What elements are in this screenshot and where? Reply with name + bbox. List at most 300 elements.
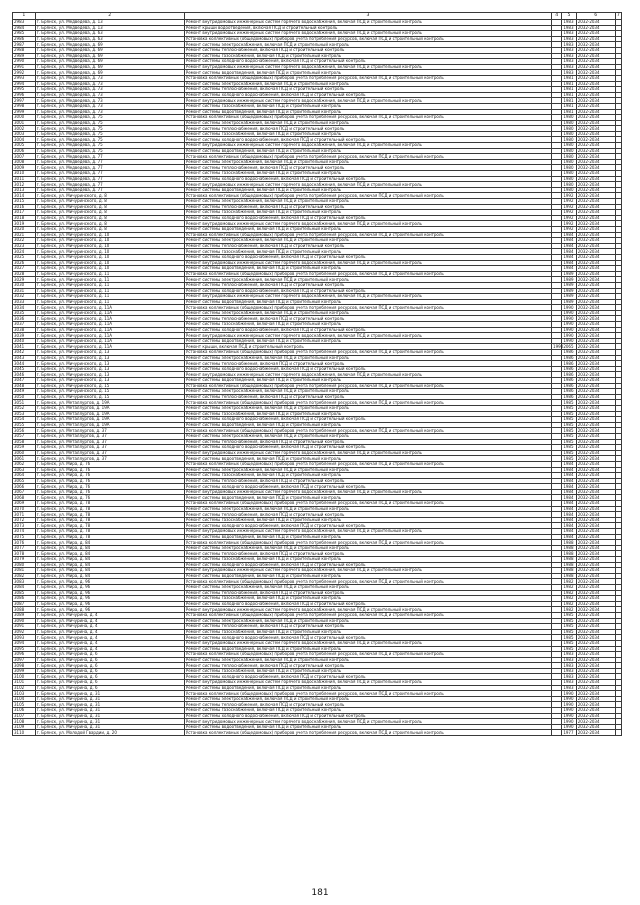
address-cell: г. Брянск, ул. Мичурина, д. 6 [35,680,184,686]
work-type-cell: Ремонт системы газоснабжения, включая ПСД и строительный контроль [184,131,551,137]
row-number-cell: 3082 [13,573,36,579]
year-b-cell: 1988 [562,540,576,546]
address-cell: г. Брянск, ул. Мичуринского, д. 10 [35,232,184,238]
year-b-cell: 1990 [562,691,576,697]
period-cell: 2032-2034 [576,154,615,160]
period-cell: 2032-2034 [576,254,615,260]
address-cell: г. Брянск, ул. Металлургов, д. 37 [35,450,184,456]
period-cell: 2032-2034 [576,456,615,462]
row-number-cell: 3103 [13,691,36,697]
period-cell: 2032-2034 [576,601,615,607]
address-cell: г. Брянск, ул. Медведева, д. 73 [35,103,184,109]
work-type-cell: Ремонт системы электроснабжения, включая ПСД и строительный контроль [184,618,551,624]
year-b-cell: 1990 [562,322,576,328]
period-cell: 2032-2034 [576,70,615,76]
year-b-cell: 1984 [562,254,576,260]
address-cell: г. Брянск, ул. Мира, д. 96 [35,584,184,590]
row-number-cell: 2991 [13,64,36,70]
year-b-cell: 1984 [562,495,576,501]
period-cell: 2032-2034 [576,310,615,316]
row-number-cell: 3083 [13,579,36,585]
address-cell: г. Брянск, ул. Мичуринского, д. 13 [35,366,184,372]
period-cell: 2032-2034 [576,266,615,272]
period-cell: 2032-2034 [576,81,615,87]
address-cell: г. Брянск, ул. Мичурина, д. 6 [35,668,184,674]
work-type-cell: Ремонт системы водоотведения, включая ПСД и строительный контроль [184,378,551,384]
work-type-cell: Установка коллективных (общедомовых) приборов учета потребления ресурсов, включая ПСД и строительный контроль [184,305,551,311]
row-number-cell: 3006 [13,148,36,154]
period-cell: 2032-2034 [576,461,615,467]
work-type-cell: Ремонт системы теплоснабжения, включая ПСД и строительный контроль [184,590,551,596]
work-type-cell: Ремонт системы холодного водоснабжения, включая ПСД и строительный контроль [184,713,551,719]
address-cell: г. Брянск, ул. Металлургов, д. 37 [35,456,184,462]
address-cell: г. Брянск, ул. Мичурина, д. 4 [35,640,184,646]
year-b-cell: 1989 [562,288,576,294]
year-b-cell: 1986 [562,378,576,384]
row-number-cell: 2987 [13,42,36,48]
period-cell: 2032-2034 [576,612,615,618]
period-cell: 2032-2034 [576,450,615,456]
row-number-cell: 2995 [13,87,36,93]
year-b-cell: 1992 [562,199,576,205]
work-type-cell: Ремонт внутридомовых инженерных систем горячего водоснабжения, включая ПСД и строительный контроль [184,450,551,456]
year-b-cell: 1990 [562,719,576,725]
work-type-cell: Ремонт системы газоснабжения, включая ПСД и строительный контроль [184,473,551,479]
period-cell: 2032-2034 [576,344,615,350]
row-number-cell: 3110 [13,730,36,736]
row-number-cell: 3092 [13,629,36,635]
year-b-cell: 1985 [562,646,576,652]
year-b-cell: 1986 [562,389,576,395]
work-type-cell: Установка коллективных (общедомовых) приборов учета потребления ресурсов, включая ПСД и строительный контроль [184,428,551,434]
row-number-cell: 3034 [13,305,36,311]
row-number-cell: 3014 [13,193,36,199]
year-b-cell: 1985 [562,618,576,624]
address-cell: г. Брянск, ул. Медведева, д. 69 [35,42,184,48]
row-number-cell: 3087 [13,601,36,607]
period-cell: 2032-2034 [576,596,615,602]
period-cell: 2032-2034 [576,120,615,126]
work-type-cell: Ремонт внутридомовых инженерных систем горячего водоснабжения, включая ПСД и строительный контроль [184,182,551,188]
address-cell: г. Брянск, ул. Мичуринского, д. 10 [35,243,184,249]
year-b-cell: 1984 [562,478,576,484]
address-cell: г. Брянск, ул. Мичуринского, д. 15 [35,389,184,395]
row-number-cell: 2983 [13,20,36,26]
work-type-cell: Ремонт внутридомовых инженерных систем горячего водоснабжения, включая ПСД и строительный контроль [184,719,551,725]
year-b-cell: 1977 [562,730,576,736]
year-b-cell: 1984 [562,266,576,272]
period-cell: 2032-2034 [576,232,615,238]
row-number-cell: 3009 [13,165,36,171]
period-cell: 2032-2034 [576,680,615,686]
work-type-cell: Установка коллективных (общедомовых) приборов учета потребления ресурсов, включая ПСД и строительный контроль [184,501,551,507]
year-b-cell: 1986 [562,366,576,372]
row-number-cell: 3002 [13,126,36,132]
year-b-cell: 1984 [562,534,576,540]
work-type-cell: Ремонт системы газоснабжения, включая ПСД и строительный контроль [184,249,551,255]
period-cell: 2032-2034 [576,724,615,730]
work-type-cell: Ремонт внутридомовых инженерных систем горячего водоснабжения, включая ПСД и строительный контроль [184,680,551,686]
period-cell: 2032-2034 [576,126,615,132]
period-cell: 2032-2034 [576,529,615,535]
address-cell: г. Брянск, ул. Мира, д. 76 [35,461,184,467]
row-number-cell: 3109 [13,724,36,730]
address-cell: г. Брянск, ул. Мира, д. 76 [35,473,184,479]
work-type-cell: Ремонт системы электроснабжения, включая ПСД и строительный контроль [184,545,551,551]
year-b-cell: 1984 [562,473,576,479]
address-cell: г. Брянск, ул. Металлургов, д. 19А [35,422,184,428]
year-b-cell: 1988 [562,551,576,557]
address-cell: г. Брянск, ул. Мира, д. 84 [35,545,184,551]
year-b-cell: 1983 [562,64,576,70]
year-b-cell: 1983 [562,680,576,686]
period-cell: 2032-2034 [576,562,615,568]
period-cell: 2032-2034 [576,47,615,53]
work-type-cell: Ремонт системы теплоснабжения, включая ПСД и строительный контроль [184,624,551,630]
work-type-cell: Установка коллективных (общедомовых) приборов учета потребления ресурсов, включая ПСД и строительный контроль [184,730,551,736]
address-cell: г. Брянск, ул. Мичуринского, д. 11А [35,333,184,339]
header-cell: 7 [616,13,620,18]
row-number-cell: 3015 [13,199,36,205]
year-b-cell: 1980 [562,120,576,126]
row-number-cell: 2992 [13,70,36,76]
year-b-cell: 1984 [562,489,576,495]
row-number-cell: 3081 [13,568,36,574]
work-type-cell: Ремонт системы электроснабжения, включая ПСД и строительный контроль [184,467,551,473]
row-number-cell: 3098 [13,663,36,669]
row-number-cell: 3037 [13,322,36,328]
row-number-cell: 3042 [13,350,36,356]
year-b-cell: 1983 [562,53,576,59]
period-cell: 2032-2034 [576,467,615,473]
work-type-cell: Установка коллективных (общедомовых) приборов учета потребления ресурсов, включая ПСД и строительный контроль [184,691,551,697]
work-type-cell: Ремонт системы теплоснабжения, включая ПСД и строительный контроль [184,282,551,288]
address-cell: г. Брянск, ул. Мира, д. 96 [35,596,184,602]
row-number-cell: 3045 [13,366,36,372]
period-cell: 2032-2034 [576,25,615,31]
row-number-cell: 3059 [13,445,36,451]
work-type-cell: Ремонт системы холодного водоснабжения, включая ПСД и строительный контроль [184,601,551,607]
row-number-cell: 3003 [13,131,36,137]
row-number-cell: 3095 [13,646,36,652]
address-cell: г. Брянск, ул. Мира, д. 78 [35,534,184,540]
row-number-cell: 3027 [13,266,36,272]
work-type-cell: Установка коллективных (общедомовых) приборов учета потребления ресурсов, включая ПСД и строительный контроль [184,400,551,406]
header-cell: 5 [562,13,576,20]
row-number-cell: 3086 [13,596,36,602]
work-type-cell: Ремонт внутридомовых инженерных систем горячего водоснабжения, включая ПСД и строительный контроль [184,221,551,227]
period-cell: 2032-2034 [576,159,615,165]
year-b-cell: 1992 [562,221,576,227]
extra-cell [615,730,621,736]
address-cell: г. Брянск, ул. Мичуринского, д. 11А [35,316,184,322]
address-cell: г. Брянск, ул. Медведева, д. 77 [35,159,184,165]
year-b-cell: 1986 [562,361,576,367]
period-cell: 2032-2034 [576,557,615,563]
year-b-cell: 1989 [562,282,576,288]
row-number-cell: 3069 [13,501,36,507]
address-cell: г. Брянск, ул. Мичуринского, д. 15 [35,394,184,400]
address-cell: г. Брянск, ул. Мичуринского, д. 13 [35,350,184,356]
work-type-cell: Ремонт системы теплоснабжения, включая ПСД и строительный контроль [184,551,551,557]
row-number-cell: 3108 [13,719,36,725]
period-cell: 2032-2034 [576,411,615,417]
year-b-cell: 1981 [562,98,576,104]
row-number-cell: 3076 [13,540,36,546]
row-number-cell: 3049 [13,389,36,395]
period-cell: 2032-2034 [576,506,615,512]
address-cell: г. Брянск, ул. Мичуринского, д. 8 [35,193,184,199]
period-cell: 2032-2034 [576,708,615,714]
row-number-cell: 3025 [13,254,36,260]
address-cell: г. Брянск, ул. Мичурина, д. 4 [35,612,184,618]
row-number-cell: 3041 [13,344,36,350]
row-number-cell: 3073 [13,523,36,529]
work-type-cell: Установка коллективных (общедомовых) приборов учета потребления ресурсов, включая ПСД и строительный контроль [184,154,551,160]
period-cell: 2032-2034 [576,299,615,305]
year-b-cell: 1983 [562,668,576,674]
row-number-cell: 3055 [13,422,36,428]
year-b-cell: 1981 [562,81,576,87]
address-cell: г. Брянск, ул. Мичуринского, д. 8 [35,221,184,227]
year-b-cell: 1990 [562,327,576,333]
period-cell: 2032-2034 [576,439,615,445]
address-cell: г. Брянск, ул. Мичурина, д. 6 [35,652,184,658]
work-type-cell: Ремонт системы холодного водоснабжения, включая ПСД и строительный контроль [184,288,551,294]
work-type-cell: Ремонт внутридомовых инженерных систем горячего водоснабжения, включая ПСД и строительный контроль [184,529,551,535]
period-cell: 2032-2034 [576,327,615,333]
row-number-cell: 3084 [13,584,36,590]
year-a-cell: 1990 [553,343,564,349]
period-cell: 2032-2034 [576,590,615,596]
address-cell: г. Брянск, ул. Мира, д. 78 [35,517,184,523]
period-cell: 2032-2034 [576,322,615,328]
address-cell: г. Брянск, ул. Медведева, д. 77 [35,171,184,177]
work-type-cell: Ремонт внутридомовых инженерных систем горячего водоснабжения, включая ПСД и строительный контроль [184,568,551,574]
row-number-cell: 3043 [13,355,36,361]
period-cell: 2032-2034 [576,221,615,227]
row-number-cell: 3096 [13,652,36,658]
row-number-cell: 2999 [13,109,36,115]
period-cell: 2032-2034 [576,417,615,423]
work-type-cell: Ремонт системы водоотведения, включая ПСД и строительный контроль [184,724,551,730]
year-b-cell: 1983 [562,36,576,42]
address-cell: г. Брянск, ул. Мичуринского, д. 8 [35,215,184,221]
period-cell: 2032-2034 [576,171,615,177]
work-type-cell: Ремонт системы водоотведения, включая ПСД и строительный контроль [184,266,551,272]
address-cell: г. Брянск, ул. Медведева, д. 63 [35,36,184,42]
row-number-cell: 3010 [13,171,36,177]
address-cell: г. Брянск, ул. Мичуринского, д. 10 [35,249,184,255]
work-type-cell: Ремонт системы теплоснабжения, включая ПСД и строительный контроль [184,478,551,484]
row-number-cell: 3012 [13,182,36,188]
address-cell: г. Брянск, ул. Медведева, д. 77 [35,165,184,171]
address-cell: г. Брянск, ул. Мичуринского, д. 11А [35,338,184,344]
row-number-cell: 3005 [13,143,36,149]
work-type-cell: Ремонт системы теплоснабжения, включая ПСД и строительный контроль [184,663,551,669]
year-b-cell: 1992 [562,193,576,199]
year-b-cell: 1983 [562,657,576,663]
year-b-cell: 1983 [562,42,576,48]
work-type-cell: Ремонт внутридомовых инженерных систем горячего водоснабжения, включая ПСД и строительный контроль [184,20,551,26]
period-cell: 2032-2034 [576,579,615,585]
work-type-cell: Ремонт системы газоснабжения, включая ПСД и строительный контроль [184,171,551,177]
period-cell: 2032-2034 [576,551,615,557]
work-type-cell: Ремонт системы холодного водоснабжения, включая ПСД и строительный контроль [184,327,551,333]
year-b-cell: 1988 [562,557,576,563]
year-b-cell: 1984 [562,501,576,507]
work-type-cell: Ремонт системы водоотведения, включая ПСД и строительный контроль [184,495,551,501]
work-type-cell: Ремонт системы холодного водоснабжения, включая ПСД и строительный контроль [184,137,551,143]
row-number-cell: 3067 [13,489,36,495]
year-b-cell: 1986 [562,372,576,378]
year-a-cell [552,730,562,736]
work-type-cell: Ремонт системы электроснабжения, включая ПСД и строительный контроль [184,120,551,126]
period-cell: 2032-2034 [576,719,615,725]
row-number-cell: 3026 [13,260,36,266]
row-number-cell: 3021 [13,232,36,238]
address-cell: г. Брянск, ул. Мичурина, д. 31 [35,719,184,725]
year-b-cell: 1985 [562,400,576,406]
year-b-cell: 1984 [562,467,576,473]
address-cell: г. Брянск, ул. Мира, д. 78 [35,523,184,529]
period-cell: 2032-2034 [576,517,615,523]
work-type-cell: Ремонт системы водоотведения, включая ПСД и строительный контроль [184,456,551,462]
row-number-cell: 3080 [13,562,36,568]
year-b-cell: 1982 [562,579,576,585]
period-cell: 2032-2034 [576,187,615,193]
year-b-cell: 1983 [562,31,576,37]
row-number-cell: 3093 [13,635,36,641]
row-number-cell: 2993 [13,75,36,81]
row-number-cell: 3066 [13,484,36,490]
address-cell: г. Брянск, ул. Мичуринского, д. 8 [35,210,184,216]
year-b-cell: 1988 [562,573,576,579]
row-number-cell: 3101 [13,680,36,686]
year-b-cell: 1992 [562,215,576,221]
address-cell: г. Брянск, ул. Мира, д. 96 [35,601,184,607]
address-cell: г. Брянск, ул. Мичурина, д. 4 [35,646,184,652]
work-type-cell: Ремонт системы холодного водоснабжения, включая ПСД и строительный контроль [184,523,551,529]
row-number-cell: 3038 [13,327,36,333]
period-cell: 2032-2034 [576,473,615,479]
row-number-cell: 3060 [13,450,36,456]
work-type-cell: Ремонт системы теплоснабжения, включая ПСД и строительный контроль [184,394,551,400]
address-cell: г. Брянск, ул. Мира, д. 76 [35,478,184,484]
work-type-cell: Ремонт системы электроснабжения, включая ПСД и строительный контроль [184,506,551,512]
year-b-cell: 1980 [562,131,576,137]
period-cell: 2032-2034 [576,143,615,149]
work-type-cell: Ремонт системы газоснабжения, включая ПСД и строительный контроль [184,596,551,602]
period-cell: 2032-2034 [576,512,615,518]
year-b-cell: 1980 [562,187,576,193]
work-type-cell: Установка коллективных (общедомовых) приборов учета потребления ресурсов, включая ПСД и строительный контроль [184,652,551,658]
period-cell: 2032-2034 [576,137,615,143]
row-number-cell: 3018 [13,215,36,221]
work-type-cell: Установка коллективных (общедомовых) приборов учета потребления ресурсов, включая ПСД и строительный контроль [184,36,551,42]
year-b-cell: 1980 [562,159,576,165]
row-number-cell: 3017 [13,210,36,216]
period-cell: 2032-2034 [576,696,615,702]
period-cell: 2032-2034 [576,361,615,367]
work-type-cell: Ремонт внутридомовых инженерных систем горячего водоснабжения, включая ПСД и строительный контроль [184,98,551,104]
period-cell: 2032-2034 [576,640,615,646]
year-b-cell: 1989 [562,294,576,300]
work-type-cell: Ремонт системы холодного водоснабжения, включая ПСД и строительный контроль [184,215,551,221]
address-cell: г. Брянск, ул. Мичурина, д. 6 [35,657,184,663]
row-number-cell: 3050 [13,394,36,400]
address-cell: г. Брянск, ул. Медведева, д. 69 [35,70,184,76]
year-b-cell: 1986 [562,394,576,400]
work-type-cell: Установка коллективных (общедомовых) приборов учета потребления ресурсов, включая ПСД и строительный контроль [184,115,551,121]
address-cell: г. Брянск, ул. Мира, д. 96 [35,579,184,585]
period-cell: 2032-2034 [576,400,615,406]
work-type-cell: Ремонт системы теплоснабжения, включая ПСД и строительный контроль [184,126,551,132]
row-number-cell: 3023 [13,243,36,249]
work-type-cell: Ремонт системы холодного водоснабжения, включая ПСД и строительный контроль [184,254,551,260]
address-cell: г. Брянск, ул. Медведева, д. 69 [35,47,184,53]
address-cell: г. Брянск, ул. Мичуринского, д. 8 [35,199,184,205]
work-type-cell: Ремонт системы водоотведения, включая ПСД и строительный контроль [184,187,551,193]
address-cell: г. Брянск, ул. Мичуринского, д. 11 [35,288,184,294]
address-cell: г. Брянск, ул. Медведева, д. 13 [35,20,184,26]
year-b-cell: 1984 [562,517,576,523]
work-type-cell: Ремонт системы газоснабжения, включая ПСД и строительный контроль [184,210,551,216]
address-cell: г. Брянск, ул. Медведева, д. 77 [35,154,184,160]
row-number-cell: 3061 [13,456,36,462]
address-cell: г. Брянск, ул. Медведева, д. 75 [35,115,184,121]
year-b-cell: 1981 [562,103,576,109]
work-type-cell: Ремонт системы водоотведения, включая ПСД и строительный контроль [184,338,551,344]
address-cell: г. Брянск, ул. Мира, д. 84 [35,551,184,557]
year-b-cell: 1985 [562,624,576,630]
year-b-cell: 1983 [562,685,576,691]
year-b-cell: 1984 [562,243,576,249]
year-b-cell: 1980 [562,115,576,121]
address-cell: г. Брянск, ул. Медведева, д. 73 [35,92,184,98]
address-cell: г. Брянск, ул. Медведева, д. 69 [35,59,184,65]
period-cell: 2032-2034 [576,534,615,540]
row-number-cell: 3102 [13,685,36,691]
work-type-cell: Ремонт системы теплоснабжения, включая ПСД и строительный контроль [184,702,551,708]
period-cell: 2032-2034 [576,294,615,300]
work-type-cell: Ремонт внутридомовых инженерных систем горячего водоснабжения, включая ПСД и строительный контроль [184,607,551,613]
row-number-cell: 3065 [13,478,36,484]
address-cell: г. Брянск, ул. Мира, д. 84 [35,562,184,568]
row-number-cell: 3028 [13,271,36,277]
address-cell: г. Брянск, ул. Мичурина, д. 31 [35,691,184,697]
address-cell: г. Брянск, ул. Мичуринского, д. 13 [35,355,184,361]
work-type-cell: Ремонт внутридомовых инженерных систем горячего водоснабжения, включая ПСД и строительный контроль [184,64,551,70]
address-cell: г. Брянск, ул. Мира, д. 78 [35,512,184,518]
address-cell: г. Брянск, ул. Металлургов, д. 19А [35,405,184,411]
row-number-cell: 3104 [13,696,36,702]
period-cell: 2032-2034 [576,372,615,378]
year-b-cell: 1985 [562,411,576,417]
year-b-cell: 1985 [562,439,576,445]
row-number-cell: 3029 [13,277,36,283]
year-b-cell: 1981 [562,92,576,98]
period-cell: 2032-2034 [576,165,615,171]
address-cell: г. Брянск, ул. Мичуринского, д. 11А [35,310,184,316]
period-cell: 2032-2034 [576,668,615,674]
work-type-cell: Ремонт системы холодного водоснабжения, включая ПСД и строительный контроль [184,366,551,372]
period-cell: 2032-2034 [576,243,615,249]
address-cell: г. Брянск, ул. Мира, д. 84 [35,540,184,546]
year-b-cell: 1988 [562,562,576,568]
row-number-cell: 3094 [13,640,36,646]
row-number-cell: 3022 [13,238,36,244]
